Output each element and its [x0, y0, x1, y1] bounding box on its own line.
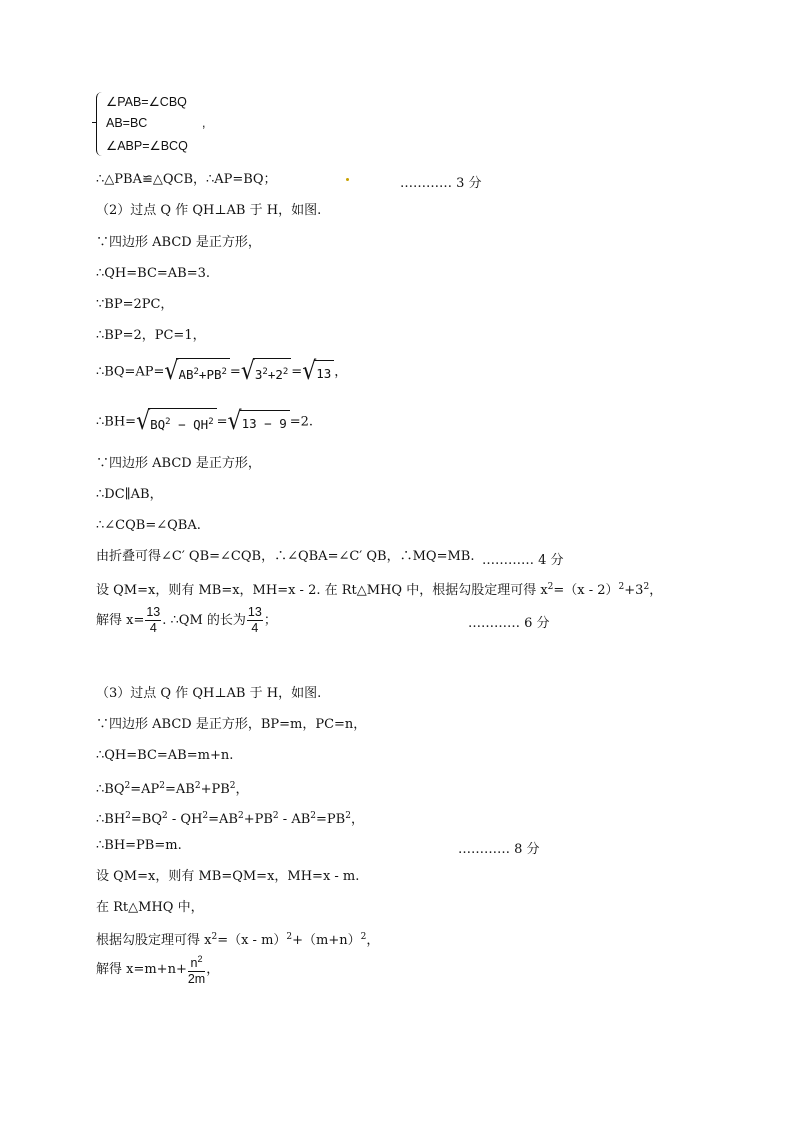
- line-bq-ap: $\therefore BQ=AP=√AB^2+PB^2 =√3^2+2^2 =√13$ ，: [96, 357, 348, 386]
- sqrt-13: √13: [302, 360, 334, 385]
- line-bh2: $\therefore BH^2=BQ^2 - QH^2=AB^2+PB^2 - AB^2=PB^2$，: [96, 811, 364, 827]
- score-8: ………… 8 分: [458, 842, 540, 857]
- line-angle-eq: ∴∠CQB=∠QBA.: [96, 518, 201, 533]
- line-dc-parallel: ∴DC∥AB，: [96, 487, 163, 502]
- line-folding: 由折叠可得∠C′ QB=∠CQB，∴∠QBA=∠C′ QB，∴MQ=MB.: [96, 549, 475, 564]
- sqrt-13-9: √13 − 9: [228, 410, 290, 435]
- line-bp-2pc: ∵BP=2PC，: [96, 297, 174, 312]
- sqrt-bq-qh: $√BQ^2 - QH^2$: [136, 408, 217, 436]
- line-part3-intro: （3）过点 Q 作 QH⊥AB 于 H，如图.: [96, 686, 322, 701]
- stray-dot: [346, 178, 349, 181]
- line-qh-mn: ∴QH=BC=AB=m+n.: [96, 748, 234, 763]
- line-bq2: $\therefore BQ^2=AP^2=AB^2+PB^2$，: [96, 781, 249, 797]
- system-comma: ,: [202, 116, 206, 130]
- system-row-2: AB=BC: [106, 116, 148, 130]
- line-bh: $\therefore BH=√BQ^2 - QH^2 =√13 - 9 =2$.: [96, 407, 314, 436]
- left-brace: [96, 92, 105, 156]
- line-set-qm-2: 设 QM=x，则有 MB=QM=x，MH=x - m.: [96, 869, 360, 884]
- score-6: ………… 6 分: [468, 616, 550, 631]
- score-3: ………… 3 分: [400, 176, 482, 191]
- system-row-3: ∠ABP=∠BCQ: [106, 139, 188, 153]
- line-square-1: ∵四边形 ABCD 是正方形，: [96, 235, 261, 250]
- line-square-3: ∵四边形 ABCD 是正方形，BP=m，PC=n，: [96, 717, 367, 732]
- line-rt-mhq: 在 Rt△MHQ 中，: [96, 900, 204, 915]
- fraction-n2-2m: $\frac{n^2}{2m}$: [187, 954, 206, 986]
- line-set-qm: 设 QM=x，则有 MB=x，MH=x - 2. 在 Rt△MHQ 中，根据勾股定理可得 $x^2=(x - 2)^2+3^2$，: [96, 582, 663, 598]
- line-bh-pb: ∴BH=PB=m.: [96, 838, 182, 853]
- score-4: ………… 4 分: [482, 553, 564, 568]
- line-qh: ∴QH=BC=AB=3.: [96, 266, 211, 281]
- line-pythag: 根据勾股定理可得 $x^2=(x - m)^2+(m+n)^2$，: [96, 932, 380, 948]
- fraction-13-4-b: $\frac{13}{4}$: [247, 605, 262, 635]
- sqrt-ab-pb: $√AB^2+PB^2$: [164, 358, 230, 386]
- sqrt-3-2: $√3^2+2^2$: [241, 358, 291, 386]
- system-row-1: ∠PAB=∠CBQ: [106, 95, 187, 109]
- line-part2-intro: （2）过点 Q 作 QH⊥AB 于 H，如图.: [96, 203, 322, 218]
- line-solve-x-3: 解得 x=m+n+ $\frac{n^2}{2m}$ ，: [96, 954, 220, 986]
- line-square-2: ∵四边形 ABCD 是正方形，: [96, 456, 261, 471]
- line-solve-x: 解得 x= $\frac{13}{4}$ . ∴QM 的长为 $\frac{13}{4}$ ；: [96, 605, 277, 635]
- fraction-13-4: $\frac{13}{4}$: [146, 605, 161, 635]
- line-congruent-conclusion: ∴△PBA≌△QCB，∴AP=BQ；: [96, 172, 277, 187]
- line-bp-pc: ∴BP=2，PC=1，: [96, 328, 206, 343]
